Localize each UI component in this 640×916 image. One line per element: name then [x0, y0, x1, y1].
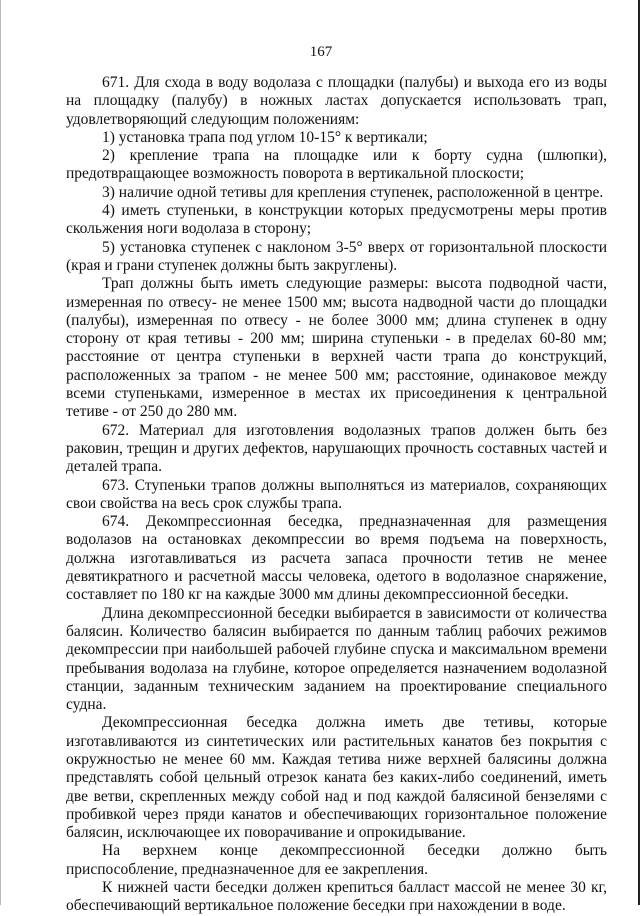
- list-item-1: 1) установка трапа под углом 10-15° к вертикали;: [102, 128, 428, 146]
- list-item-3: 3) наличие одной тетивы для крепления ступенек, расположенной в центре.: [102, 183, 604, 201]
- list-item-4: 4) иметь ступеньки, в конструкции которых предусмотрены меры против скольжения ноги водолаза в сторону;: [66, 202, 607, 238]
- page-number: 167: [309, 44, 333, 60]
- paragraph-ballast: К нижней части беседки должен крепиться балласт массой не менее 30 кг, обеспечивающий вертикальное положение беседки при нахождении в воде.: [66, 879, 607, 915]
- paragraph-top-end: На верхнем конце декомпрессионной беседки должно быть приспособление, предназначенное для ее закрепления.: [66, 842, 607, 878]
- list-item-2: 2) крепление трапа на площадке или к борту судна (шлюпки), предотвращающее возможность поворота в вертикальной плоскости;: [66, 147, 607, 183]
- paragraph-673: 673. Ступеньки трапов должны выполняться из материалов, сохраняющих свои свойства на весь срок службы трапа.: [66, 476, 607, 512]
- paragraph-674: 674. Декомпрессионная беседка, предназначенная для размещения водолазов на остановках декомпрессии во время подъема на поверхность, должна изготавливаться из расчета запаса прочности тетив не менее девятикратного и расчетной массы человека, одетого в водолазное снаряжение, составляет по 180 кг на каждые 3000 мм длины декомпрессионной беседки.: [66, 513, 607, 604]
- list-item-5: 5) установка ступенек с наклоном 3-5° вверх от горизонтальной плоскости (края и грани ступенек должны быть закруглены).: [66, 238, 607, 274]
- paragraph-ladder-sizes: Трап должны быть иметь следующие размеры: высота подводной части, измеренная по отвесу- не менее 1500 мм; высота надводной части до площадки (палубы), измеренная по отвесу - не более 3000 мм; длина ступенек в одну сторону от края тетивы - 200 мм; ширина ступеньки - в пределах 60-80 мм; расстояние от центра ступеньки в верхней части трапа до конструкций, расположенных за трапом - не менее 500 мм; расстояние, одинаковое между всеми ступеньками, измеренное в местах их присоединения к центральной тетиве - от 250 до 280 мм.: [66, 275, 607, 421]
- paragraph-length: Длина декомпрессионной беседки выбирается в зависимости от количества балясин. Количество балясин выбирается по данным таблиц рабочих режимов декомпрессии при наибольшей рабочей глубине спуска и максимальном времени пребывания водолаза на глубине, которое определяется назначением водолазной станции, заданным техническим заданием на проектирование специального судна.: [66, 604, 607, 714]
- paragraph-671: 671. Для схода в воду водолаза с площадки (палубы) и выхода его из воды на площадку (палубу) в ножных ластах допускается использовать трап, удовлетворяющий следующим положениям:: [66, 74, 607, 128]
- paragraph-strings: Декомпрессионная беседка должна иметь две тетивы, которые изготавливаются из синтетических или растительных канатов без покрытия с окружностью не менее 60 мм. Каждая тетива ниже верхней балясины должна представлять собой цельный отрезок каната без каких-либо соединений, иметь две ветви, скрепленных между собой над и под каждой балясиной бензелями с пробивкой через пряди канатов и обеспечивающих горизонтальное положение балясин, исключающее их поворачивание и опрокидывание.: [66, 714, 607, 842]
- body-text: [66, 74, 607, 916]
- paragraph-672: 672. Материал для изготовления водолазных трапов должен быть без раковин, трещин и других дефектов, нарушающих прочность составных частей и деталей трапа.: [66, 421, 607, 476]
